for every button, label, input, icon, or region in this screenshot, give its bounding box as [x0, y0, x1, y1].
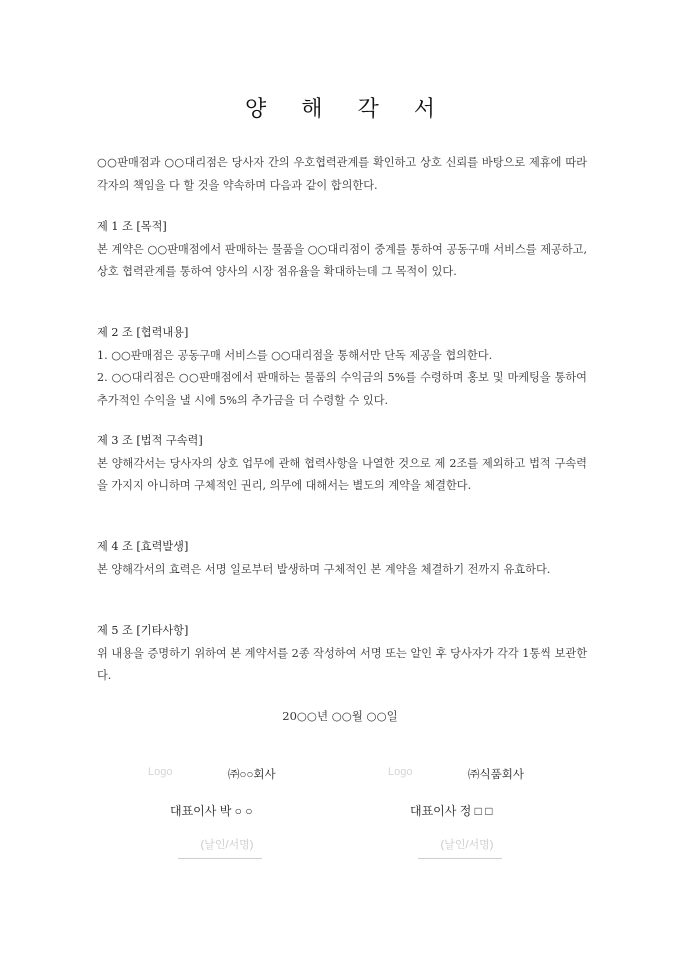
article-3-text: 본 양해각서는 당사자의 상호 업무에 관해 협력사항을 나열한 것으로 제 2조를 제외하고 법적 구속력을 가지지 아니하며 구체적인 권리, 의무에 대해서는 별도의 계약을 체결한다. [97, 456, 587, 492]
article-5-text: 위 내용을 증명하기 위하여 본 계약서를 2종 작성하여 서명 또는 알인 후 당사자가 각각 1통씩 보관한다. [97, 646, 587, 682]
intro-paragraph [97, 152, 587, 197]
document-title: 양 해 각 서 [245, 97, 449, 122]
article-1-text: 본 계약은 ○○판매점에서 판매하는 물품을 ○○대리점이 중계를 통하여 공동구매 서비스를 제공하고, 상호 협력관계를 통하여 양사의 시장 점유율을 확대하는데 그 목적이 있다. [97, 242, 587, 278]
article-3 [97, 430, 587, 498]
representative-left: 대표이사 박 ○ ○ [170, 804, 253, 818]
company-name-left: ㈜○○회사 [228, 769, 276, 781]
article-2-item-1: 1. ○○판매점은 공동구매 서비스를 ○○대리점을 통해서만 단독 제공을 협의한다. [97, 348, 493, 362]
article-4 [97, 536, 587, 581]
article-2-heading: 제 2 조 [협력내용] [97, 326, 189, 339]
article-4-text: 본 양해각서의 효력은 서명 일로부터 발생하며 구체적인 본 계약을 체결하기 전까지 유효하다. [97, 562, 551, 576]
company-name-right: ㈜식품회사 [468, 769, 524, 781]
article-1 [97, 216, 587, 284]
representative-right: 대표이사 정 □ □ [410, 804, 493, 818]
company-logo-left: Logo [148, 766, 173, 778]
seal-placeholder-left: (날인/서명) [200, 839, 254, 851]
article-2 [97, 322, 587, 412]
article-5 [97, 620, 587, 688]
signature-line-right [418, 858, 502, 859]
article-5-heading: 제 5 조 [기타사항] [97, 624, 189, 637]
signature-block-right [380, 760, 580, 851]
article-1-heading: 제 1 조 [목적] [97, 220, 167, 233]
document-date: 20○○년 ○○월 ○○일 [282, 709, 398, 723]
signature-line-left [178, 858, 262, 859]
seal-placeholder-right: (날인/서명) [440, 839, 494, 851]
article-3-heading: 제 3 조 [법적 구속력] [97, 434, 203, 447]
signature-block-left [140, 760, 340, 851]
company-logo-right: Logo [388, 766, 413, 778]
article-4-heading: 제 4 조 [효력발생] [97, 540, 189, 553]
article-2-item-2: 2. ○○대리점은 ○○판매점에서 판매하는 물품의 수익금의 5%를 수령하며 홍보 및 마케팅을 통하여 추가적인 수익을 낼 시에 5%의 추가금을 더 수령할 수 있다. [97, 371, 587, 407]
intro-text: ○○판매점과 ○○대리점은 당사자 간의 우호협력관계를 확인하고 상호 신뢰를 바탕으로 제휴에 따라 각자의 책임을 다 할 것을 약속하며 다음과 같이 합의한다. [97, 156, 587, 192]
